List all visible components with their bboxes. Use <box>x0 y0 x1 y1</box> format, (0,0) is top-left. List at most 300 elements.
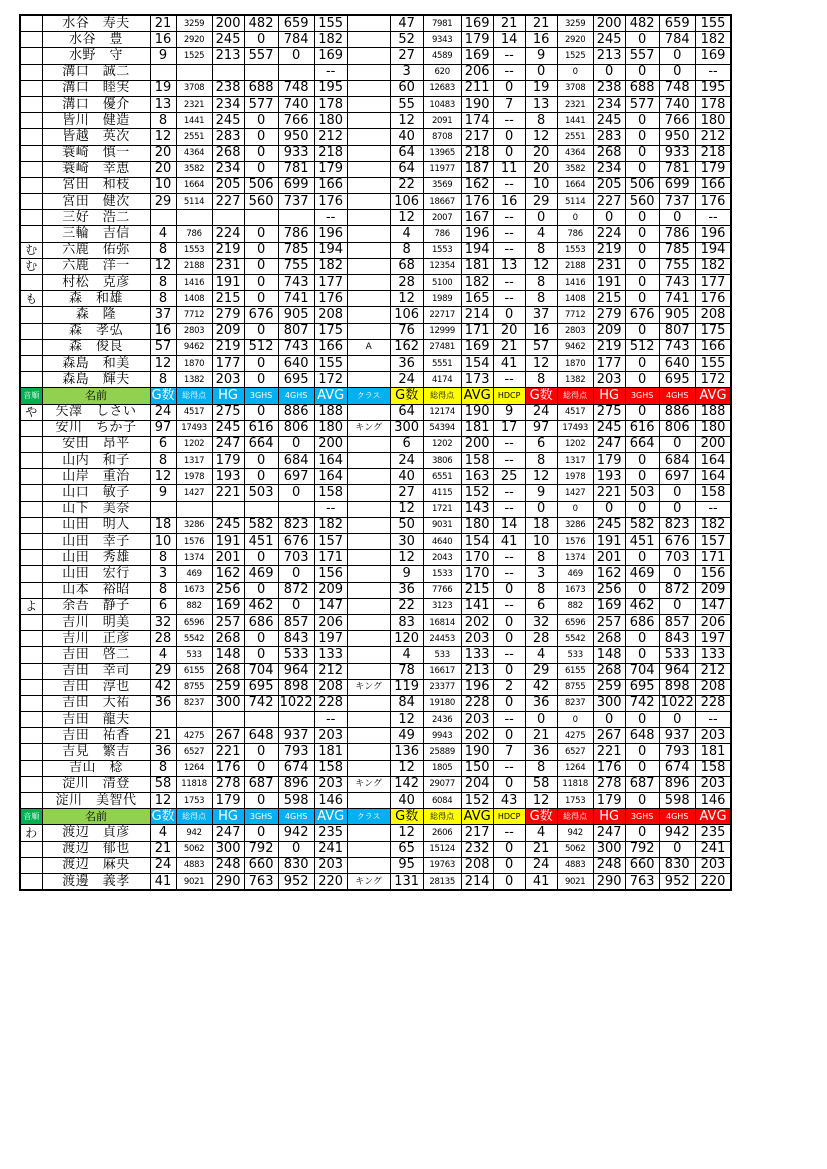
cell-kana-index <box>20 113 42 129</box>
cell-games-month: 10 <box>150 177 176 193</box>
cell-high-game-period: 191 <box>593 534 625 550</box>
cell-total-month: 2321 <box>176 96 212 112</box>
cell-3g-high-series: 0 <box>244 258 278 274</box>
cell-4g-high-series: 766 <box>278 113 314 129</box>
cell-hdcp: 0 <box>493 631 525 647</box>
cell-4g-high-period: 1022 <box>660 695 694 711</box>
cell-score-total: 9031 <box>423 517 461 533</box>
cell-score-period: 0 <box>557 64 593 80</box>
cell-kana-index <box>20 760 42 776</box>
cell-kana-index <box>20 145 42 161</box>
cell-3g-high-series: 577 <box>244 96 278 112</box>
cell-avg-month: 220 <box>314 873 347 890</box>
cell-high-game-period: 283 <box>593 129 625 145</box>
cell-games-period: 6 <box>525 598 557 614</box>
cell-kana-index <box>20 96 42 112</box>
cell-hdcp: 0 <box>493 841 525 857</box>
cell-score-total: 7981 <box>423 15 461 32</box>
cell-3g-high-period: 695 <box>625 679 659 695</box>
cell-kana-index <box>20 420 42 436</box>
cell-avg-month: 164 <box>314 469 347 485</box>
cell-high-game-period: 177 <box>593 355 625 371</box>
cell-total-month: 1553 <box>176 242 212 258</box>
cell-high-game-period: 290 <box>593 873 625 890</box>
cell-4g-high-period: 699 <box>659 177 695 193</box>
cell-kana-index <box>20 355 42 371</box>
header-total-month: 総得点 <box>176 809 212 825</box>
cell-4g-high-series: 740 <box>278 96 314 112</box>
cell-games-period: 97 <box>525 420 557 436</box>
cell-4g-high-series: 898 <box>278 679 314 695</box>
cell-avg-month: 155 <box>314 355 347 371</box>
cell-games-period: 12 <box>525 469 557 485</box>
cell-games-total: 52 <box>390 32 423 48</box>
cell-games-period: 19 <box>525 80 557 96</box>
header-hdcp: HDCP <box>493 388 525 404</box>
cell-score-period: 3582 <box>557 161 593 177</box>
cell-avg-period: 209 <box>695 582 731 598</box>
cell-avg-total: 196 <box>461 226 493 242</box>
cell-class <box>347 194 390 210</box>
cell-class: A <box>347 339 390 355</box>
cell-4g-high-series <box>278 64 314 80</box>
cell-high-game-period: 234 <box>593 161 625 177</box>
cell-total-month: 2920 <box>176 32 212 48</box>
cell-score-total: 12174 <box>423 404 461 420</box>
cell-score-total: 8708 <box>423 129 461 145</box>
cell-4g-high-series: 659 <box>278 15 314 32</box>
cell-4g-high-series: 942 <box>278 825 314 841</box>
table-row <box>20 793 731 809</box>
cell-score-period: 1664 <box>557 177 593 193</box>
cell-avg-total: 180 <box>461 517 493 533</box>
cell-score-total: 533 <box>423 647 461 663</box>
cell-class <box>347 436 390 452</box>
cell-high-game: 227 <box>212 194 244 210</box>
cell-games-total: 28 <box>390 275 423 291</box>
cell-score-period: 1427 <box>557 485 593 501</box>
cell-total-month: 7712 <box>176 307 212 323</box>
cell-kana-index <box>20 534 42 550</box>
cell-3g-high-period: 0 <box>625 453 659 469</box>
cell-avg-period: 203 <box>695 728 731 744</box>
cell-total-month: 1441 <box>176 113 212 129</box>
cell-score-period: 0 <box>557 501 593 517</box>
cell-4g-high-period: 748 <box>659 80 695 96</box>
cell-avg-month: 203 <box>314 728 347 744</box>
cell-avg-total: 173 <box>461 372 493 388</box>
cell-score-total: 2436 <box>423 712 461 728</box>
cell-high-game: 245 <box>212 113 244 129</box>
cell-3g-high-period: 560 <box>625 194 659 210</box>
cell-avg-period: 180 <box>695 113 731 129</box>
cell-games-total: 12 <box>390 825 423 841</box>
cell-4g-high-period: 964 <box>659 663 695 679</box>
cell-score-total: 24453 <box>423 631 461 647</box>
cell-score-total: 1533 <box>423 566 461 582</box>
cell-3g-high-series: 512 <box>244 339 278 355</box>
cell-avg-total: 214 <box>461 307 493 323</box>
header-4g-high-series: 4GHS <box>278 388 314 404</box>
cell-3g-high-period: 0 <box>625 275 659 291</box>
table-row <box>20 339 731 355</box>
cell-avg-month: 182 <box>314 258 347 274</box>
cell-4g-high-period: 684 <box>659 453 695 469</box>
cell-games-total: 3 <box>390 64 423 80</box>
cell-name: 山本 裕昭 <box>42 582 150 598</box>
cell-3g-high-series: 695 <box>244 679 278 695</box>
cell-avg-total: 200 <box>461 436 493 452</box>
table-row <box>20 420 731 436</box>
cell-games-month: 8 <box>150 372 176 388</box>
cell-avg-month: 203 <box>314 857 347 873</box>
cell-3g-high-series: 0 <box>244 145 278 161</box>
cell-3g-high-period: 0 <box>625 582 659 598</box>
cell-avg-month: 218 <box>314 145 347 161</box>
cell-hdcp: -- <box>493 436 525 452</box>
cell-name: 水谷 寿夫 <box>42 15 150 32</box>
table-row <box>20 857 731 873</box>
cell-score-period: 1374 <box>557 550 593 566</box>
cell-3g-high-series: 557 <box>244 48 278 64</box>
cell-total-month: 1382 <box>176 372 212 388</box>
cell-class <box>347 647 390 663</box>
cell-avg-month: 178 <box>314 96 347 112</box>
cell-3g-high-series: 503 <box>244 485 278 501</box>
cell-kana-index <box>20 177 42 193</box>
cell-games-month: 8 <box>150 242 176 258</box>
cell-score-total: 12354 <box>423 258 461 274</box>
cell-games-period: 28 <box>525 631 557 647</box>
cell-games-total: 55 <box>390 96 423 112</box>
cell-high-game-period: 245 <box>593 113 625 129</box>
cell-kana-index <box>20 857 42 873</box>
cell-high-game-period: 221 <box>593 744 625 760</box>
cell-3g-high-series: 704 <box>244 663 278 679</box>
header-4g-high-period: 4GHS <box>659 809 695 825</box>
cell-4g-high-series: 0 <box>278 48 314 64</box>
cell-avg-total: 169 <box>461 15 493 32</box>
cell-high-game-period: 247 <box>593 436 625 452</box>
cell-4g-high-series: 598 <box>278 793 314 809</box>
cell-score-period: 2803 <box>557 323 593 339</box>
cell-games-total: 6 <box>390 436 423 452</box>
cell-avg-total: 171 <box>461 323 493 339</box>
cell-kana-index <box>20 210 42 226</box>
cell-hdcp: 20 <box>493 323 525 339</box>
cell-4g-high-series <box>278 712 314 728</box>
cell-3g-high-series: 0 <box>244 291 278 307</box>
cell-hdcp: -- <box>493 598 525 614</box>
cell-score-period: 4883 <box>557 857 593 873</box>
cell-games-total: 12 <box>390 291 423 307</box>
cell-4g-high-series <box>278 501 314 517</box>
cell-high-game-period: 162 <box>593 566 625 582</box>
cell-games-period: 3 <box>525 566 557 582</box>
cell-games-total: 83 <box>390 614 423 630</box>
cell-name: 三輪 吉信 <box>42 226 150 242</box>
cell-name: 渡邊 義孝 <box>42 873 150 890</box>
cell-score-total: 3123 <box>423 598 461 614</box>
cell-hdcp: -- <box>493 485 525 501</box>
cell-kana-index <box>20 32 42 48</box>
cell-total-month: 8237 <box>176 695 212 711</box>
cell-name: 吉川 正彦 <box>42 631 150 647</box>
cell-avg-total: 181 <box>461 258 493 274</box>
header-3g-high-period: 3GHS <box>625 388 659 404</box>
cell-hdcp: 0 <box>493 582 525 598</box>
cell-games-month: 6 <box>150 436 176 452</box>
table-row <box>20 64 731 80</box>
cell-name: 山田 秀雄 <box>42 550 150 566</box>
cell-games-total: 136 <box>390 744 423 760</box>
cell-3g-high-period: 687 <box>625 776 659 792</box>
cell-4g-high-series: 699 <box>278 177 314 193</box>
cell-avg-total: 228 <box>461 695 493 711</box>
cell-high-game: 219 <box>212 242 244 258</box>
cell-3g-high-period: 0 <box>625 550 659 566</box>
cell-4g-high-period: 898 <box>659 679 695 695</box>
cell-4g-high-period: 0 <box>659 64 695 80</box>
cell-score-period: 1978 <box>557 469 593 485</box>
cell-games-total: 40 <box>390 469 423 485</box>
cell-score-total: 19763 <box>423 857 461 873</box>
cell-total-month: 3708 <box>176 80 212 96</box>
cell-3g-high-period: 0 <box>625 631 659 647</box>
cell-4g-high-period: 905 <box>659 307 695 323</box>
cell-games-period: 8 <box>525 113 557 129</box>
cell-avg-period: 176 <box>695 194 731 210</box>
cell-score-total: 1805 <box>423 760 461 776</box>
cell-avg-total: 170 <box>461 550 493 566</box>
cell-kana-index <box>20 226 42 242</box>
cell-kana-index: む <box>20 258 42 274</box>
cell-high-game-period: 256 <box>593 582 625 598</box>
cell-4g-high-period: 676 <box>659 534 695 550</box>
cell-3g-high-period: 0 <box>625 647 659 663</box>
cell-kana-index: よ <box>20 598 42 614</box>
cell-games-period: 36 <box>525 695 557 711</box>
cell-hdcp: -- <box>493 550 525 566</box>
cell-avg-month: 228 <box>314 695 347 711</box>
header-avg-total: AVG <box>461 809 493 825</box>
cell-total-month: 786 <box>176 226 212 242</box>
cell-high-game: 213 <box>212 48 244 64</box>
cell-name: 宮田 和枝 <box>42 177 150 193</box>
cell-class <box>347 275 390 291</box>
cell-4g-high-period: 896 <box>659 776 695 792</box>
cell-avg-period: -- <box>695 64 731 80</box>
cell-games-month: 32 <box>150 614 176 630</box>
cell-3g-high-series: 0 <box>244 355 278 371</box>
cell-name: 吉山 稔 <box>42 760 150 776</box>
cell-total-month: 2188 <box>176 258 212 274</box>
cell-3g-high-series: 664 <box>244 436 278 452</box>
cell-avg-period: 166 <box>695 177 731 193</box>
cell-games-total: 65 <box>390 841 423 857</box>
cell-games-total: 95 <box>390 857 423 873</box>
cell-3g-high-series: 0 <box>244 226 278 242</box>
table-row <box>20 841 731 857</box>
cell-high-game: 247 <box>212 436 244 452</box>
cell-games-period: 0 <box>525 210 557 226</box>
cell-score-period: 9021 <box>557 873 593 890</box>
cell-3g-high-series: 676 <box>244 307 278 323</box>
cell-3g-high-period: 0 <box>625 323 659 339</box>
cell-games-period: 12 <box>525 355 557 371</box>
cell-score-period: 2920 <box>557 32 593 48</box>
cell-class <box>347 80 390 96</box>
cell-high-game <box>212 210 244 226</box>
cell-total-month: 6596 <box>176 614 212 630</box>
header-4g-high-period: 4GHS <box>659 388 695 404</box>
cell-avg-month: 147 <box>314 598 347 614</box>
cell-4g-high-period: 0 <box>659 48 695 64</box>
cell-avg-month: 181 <box>314 744 347 760</box>
cell-games-month: 20 <box>150 145 176 161</box>
cell-hdcp: 13 <box>493 258 525 274</box>
cell-avg-total: 141 <box>461 598 493 614</box>
cell-4g-high-period: 743 <box>659 339 695 355</box>
cell-total-month: 1374 <box>176 550 212 566</box>
cell-kana-index <box>20 614 42 630</box>
cell-avg-period: 241 <box>695 841 731 857</box>
cell-avg-period: 220 <box>695 873 731 890</box>
cell-3g-high-period: 0 <box>625 760 659 776</box>
header-games-total: G数 <box>390 388 423 404</box>
cell-4g-high-series: 676 <box>278 534 314 550</box>
cell-hdcp: -- <box>493 501 525 517</box>
cell-score-total: 54394 <box>423 420 461 436</box>
cell-score-period: 7712 <box>557 307 593 323</box>
cell-avg-total: 165 <box>461 291 493 307</box>
cell-games-month: 41 <box>150 873 176 890</box>
cell-4g-high-period: 843 <box>659 631 695 647</box>
cell-avg-period: 133 <box>695 647 731 663</box>
cell-3g-high-series: 451 <box>244 534 278 550</box>
cell-high-game-period: 245 <box>593 517 625 533</box>
cell-high-game: 238 <box>212 80 244 96</box>
cell-high-game-period: 205 <box>593 177 625 193</box>
cell-games-month: 42 <box>150 679 176 695</box>
cell-hdcp: 41 <box>493 355 525 371</box>
cell-avg-month: 177 <box>314 275 347 291</box>
cell-games-total: 12 <box>390 113 423 129</box>
cell-games-month: 18 <box>150 517 176 533</box>
cell-name: 溝口 睦実 <box>42 80 150 96</box>
cell-score-period: 1525 <box>557 48 593 64</box>
cell-games-total: 12 <box>390 210 423 226</box>
cell-3g-high-series: 0 <box>244 582 278 598</box>
cell-avg-period: 156 <box>695 566 731 582</box>
table-row <box>20 712 731 728</box>
cell-games-period: 42 <box>525 679 557 695</box>
cell-games-total: 49 <box>390 728 423 744</box>
cell-4g-high-series: 807 <box>278 323 314 339</box>
cell-games-period: 16 <box>525 323 557 339</box>
cell-games-month: 12 <box>150 793 176 809</box>
cell-class <box>347 355 390 371</box>
cell-kana-index <box>20 550 42 566</box>
cell-score-period: 1576 <box>557 534 593 550</box>
cell-class <box>347 825 390 841</box>
cell-avg-month: 166 <box>314 339 347 355</box>
cell-high-game-period: 245 <box>593 32 625 48</box>
table-row <box>20 776 731 792</box>
table-row <box>20 631 731 647</box>
cell-hdcp: -- <box>493 210 525 226</box>
cell-high-game-period: 169 <box>593 598 625 614</box>
cell-high-game: 245 <box>212 420 244 436</box>
cell-avg-period: 146 <box>695 793 731 809</box>
cell-games-period: 12 <box>525 258 557 274</box>
cell-high-game: 179 <box>212 453 244 469</box>
table-row <box>20 177 731 193</box>
cell-avg-period: 182 <box>695 32 731 48</box>
cell-games-month: 21 <box>150 841 176 857</box>
cell-name: 蓑崎 慎一 <box>42 145 150 161</box>
cell-class <box>347 242 390 258</box>
cell-3g-high-period: 0 <box>625 32 659 48</box>
cell-high-game-period: 248 <box>593 857 625 873</box>
cell-class <box>347 793 390 809</box>
table-row <box>20 663 731 679</box>
header-total-month: 総得点 <box>176 388 212 404</box>
cell-class <box>347 15 390 32</box>
cell-hdcp: -- <box>493 242 525 258</box>
header-avg-total: AVG <box>461 388 493 404</box>
cell-games-total: 9 <box>390 566 423 582</box>
cell-name: 宮田 健次 <box>42 194 150 210</box>
cell-kana-index: む <box>20 242 42 258</box>
cell-3g-high-series <box>244 712 278 728</box>
cell-3g-high-series: 742 <box>244 695 278 711</box>
header-4g-high-series: 4GHS <box>278 809 314 825</box>
cell-4g-high-period: 741 <box>659 291 695 307</box>
cell-4g-high-period: 598 <box>659 793 695 809</box>
cell-3g-high-series: 660 <box>244 857 278 873</box>
cell-high-game-period: 191 <box>593 275 625 291</box>
cell-avg-period: 180 <box>695 420 731 436</box>
cell-class <box>347 517 390 533</box>
cell-3g-high-period: 512 <box>625 339 659 355</box>
cell-3g-high-period: 686 <box>625 614 659 630</box>
cell-total-month <box>176 501 212 517</box>
cell-3g-high-period: 0 <box>625 291 659 307</box>
cell-name: 六鹿 洋一 <box>42 258 150 274</box>
cell-4g-high-series: 937 <box>278 728 314 744</box>
cell-high-game: 176 <box>212 760 244 776</box>
cell-games-month: 8 <box>150 291 176 307</box>
cell-avg-period: -- <box>695 501 731 517</box>
cell-avg-total: 163 <box>461 469 493 485</box>
cell-games-total: 78 <box>390 663 423 679</box>
cell-kana-index <box>20 275 42 291</box>
cell-hdcp: -- <box>493 453 525 469</box>
cell-kana-index <box>20 48 42 64</box>
cell-score-total: 2091 <box>423 113 461 129</box>
cell-class <box>347 210 390 226</box>
cell-games-month: 57 <box>150 339 176 355</box>
cell-hdcp: -- <box>493 647 525 663</box>
cell-hdcp: 0 <box>493 129 525 145</box>
cell-3g-high-period: 704 <box>625 663 659 679</box>
cell-games-total: 36 <box>390 355 423 371</box>
cell-high-game-period: 0 <box>593 712 625 728</box>
cell-4g-high-series: 741 <box>278 291 314 307</box>
cell-high-game-period: 209 <box>593 323 625 339</box>
cell-score-period: 1753 <box>557 793 593 809</box>
